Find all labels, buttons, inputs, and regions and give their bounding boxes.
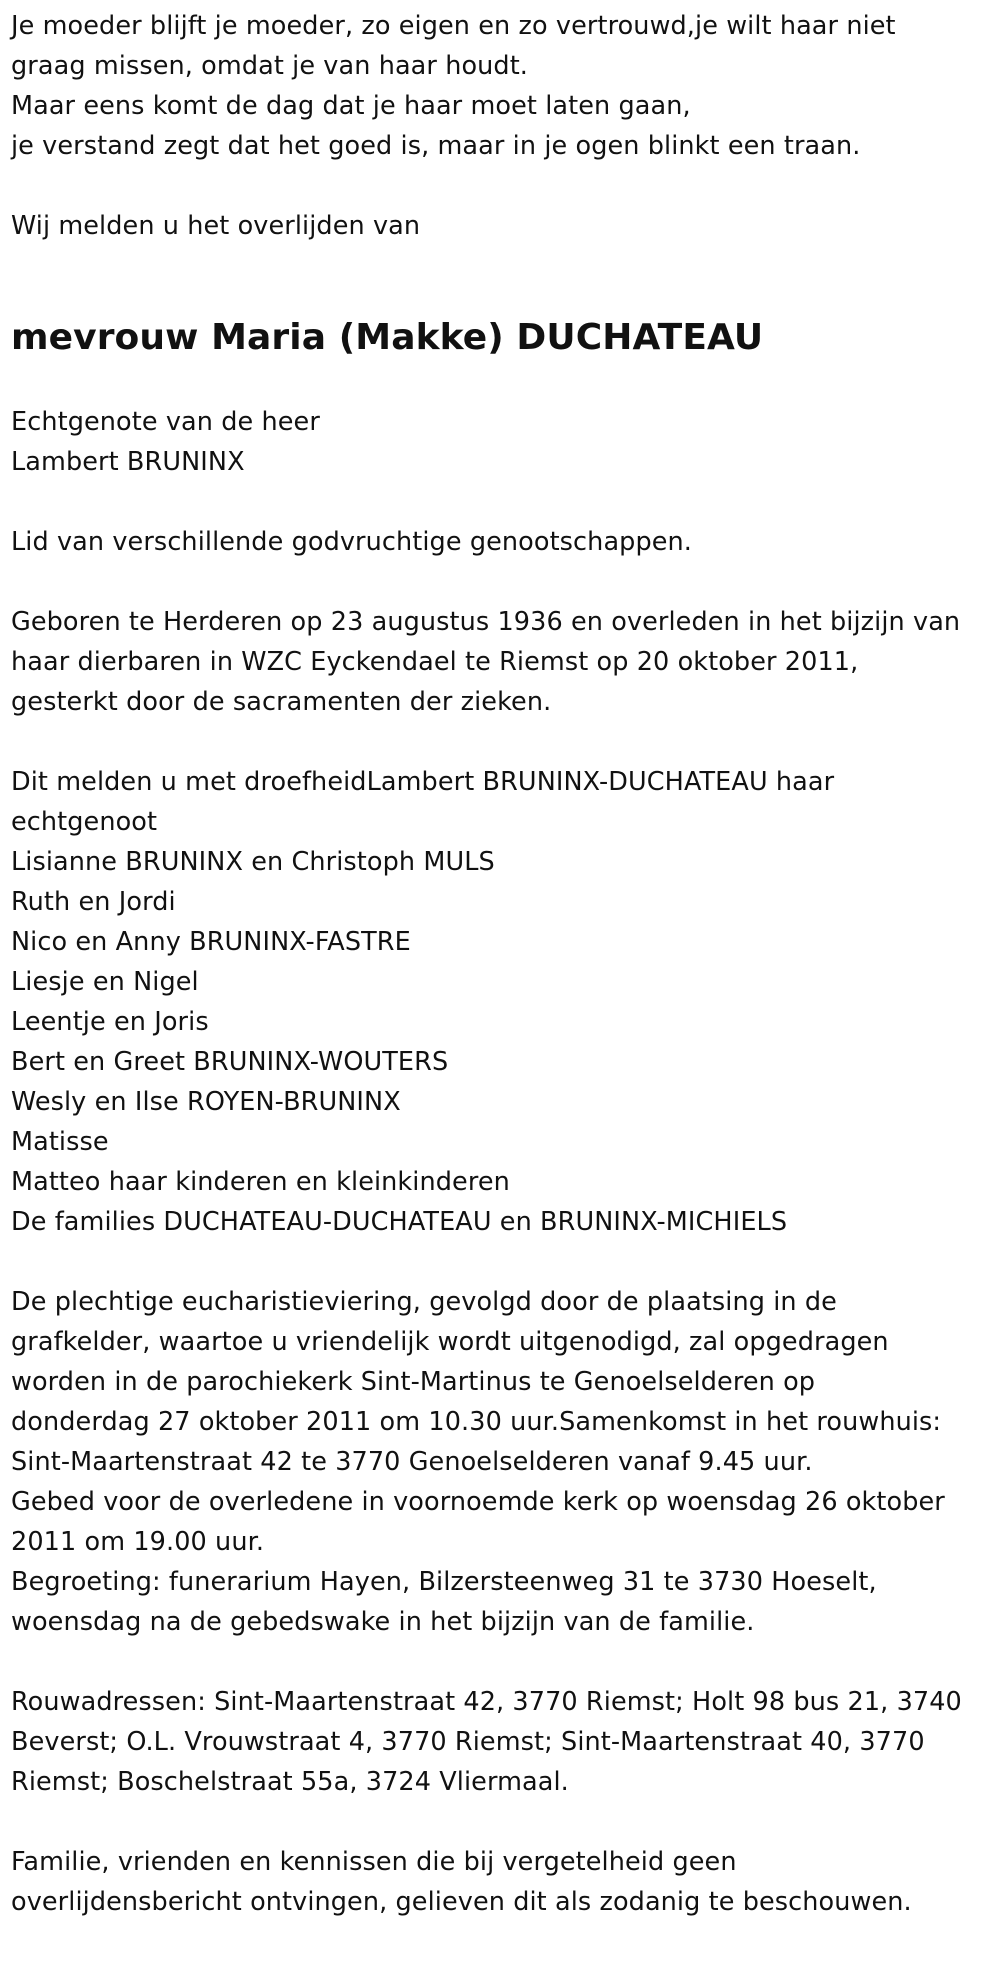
family-line: Wesly en Ilse ROYEN-BRUNINX (11, 1087, 401, 1117)
addresses-block (11, 1682, 1000, 1802)
ceremony-line: grafkelder, waartoe u vriendelijk wordt uitgenodigd, zal opgedragen (11, 1327, 889, 1357)
family-line: Nico en Anny BRUNINX-FASTRE (11, 927, 411, 957)
family-line: De families DUCHATEAU-DUCHATEAU en BRUNINX-MICHIELS (11, 1207, 788, 1237)
family-line: Ruth en Jordi (11, 887, 176, 917)
address-line: Riemst; Boschelstraat 55a, 3724 Vliermaal. (11, 1767, 569, 1797)
ceremony-line: De plechtige eucharistieviering, gevolgd door de plaatsing in de (11, 1287, 837, 1317)
ceremony-line: Gebed voor de overledene in voornoemde kerk op woensdag 26 oktober (11, 1487, 945, 1517)
ceremony-line: worden in de parochiekerk Sint-Martinus te Genoelselderen op (11, 1367, 816, 1397)
spacer (11, 166, 1000, 206)
ceremony-line: donderdag 27 oktober 2011 om 10.30 uur.Samenkomst in het rouwhuis: (11, 1407, 942, 1437)
spacer (11, 1642, 1000, 1682)
poem-line: je verstand zegt dat het goed is, maar in je ogen blinkt een traan. (11, 131, 861, 161)
announcement-text: Wij melden u het overlijden van (11, 211, 421, 241)
poem-block (11, 6, 1000, 166)
spacer (11, 246, 1000, 286)
address-line: Beverst; O.L. Vrouwstraat 4, 3770 Riemst; Sint-Maartenstraat 40, 3770 (11, 1727, 925, 1757)
birth-death-line: Geboren te Herderen op 23 augustus 1936 en overleden in het bijzijn van (11, 607, 961, 637)
ceremony-line: Sint-Maartenstraat 42 te 3770 Genoelselderen vanaf 9.45 uur. (11, 1447, 813, 1477)
closing-line: overlijdensbericht ontvingen, gelieven dit als zodanig te beschouwen. (11, 1887, 912, 1917)
spouse-line: Echtgenote van de heer (11, 407, 320, 437)
spacer (11, 482, 1000, 522)
deceased-name-heading: mevrouw Maria (Makke) DUCHATEAU (11, 317, 764, 358)
family-line: echtgenoot (11, 807, 158, 837)
address-line: Rouwadressen: Sint-Maartenstraat 42, 3770 Riemst; Holt 98 bus 21, 3740 (11, 1687, 962, 1717)
family-line: Liesje en Nigel (11, 967, 199, 997)
closing-block (11, 1842, 1000, 1922)
ceremony-block (11, 1282, 1000, 1642)
family-block (11, 762, 1000, 1242)
birth-death-block (11, 602, 1000, 722)
family-line: Lisianne BRUNINX en Christoph MULS (11, 847, 495, 877)
birth-death-line: haar dierbaren in WZC Eyckendael te Riemst op 20 oktober 2011, (11, 647, 859, 677)
poem-line: graag missen, omdat je van haar houdt. (11, 51, 529, 81)
spouse-line: Lambert BRUNINX (11, 447, 245, 477)
ceremony-line: Begroeting: funerarium Hayen, Bilzersteenweg 31 te 3730 Hoeselt, (11, 1567, 877, 1597)
membership-text: Lid van verschillende godvruchtige genootschappen. (11, 527, 692, 557)
closing-line: Familie, vrienden en kennissen die bij vergetelheid geen (11, 1847, 737, 1877)
poem-line: Maar eens komt de dag dat je haar moet laten gaan, (11, 91, 691, 121)
family-line: Leentje en Joris (11, 1007, 209, 1037)
spacer (11, 722, 1000, 762)
family-line: Dit melden u met droefheidLambert BRUNINX-DUCHATEAU haar (11, 767, 835, 797)
poem-line: Je moeder blijft je moeder, zo eigen en zo vertrouwd,je wilt haar niet (11, 11, 896, 41)
spacer (11, 1802, 1000, 1842)
spacer (11, 1242, 1000, 1282)
ceremony-line: woensdag na de gebedswake in het bijzijn van de familie. (11, 1607, 755, 1637)
family-line: Matisse (11, 1127, 109, 1157)
birth-death-line: gesterkt door de sacramenten der zieken. (11, 687, 552, 717)
spouse-block (11, 402, 1000, 482)
family-line: Bert en Greet BRUNINX-WOUTERS (11, 1047, 449, 1077)
ceremony-line: 2011 om 19.00 uur. (11, 1527, 265, 1557)
spacer (11, 562, 1000, 602)
spacer (11, 362, 1000, 402)
family-line: Matteo haar kinderen en kleinkinderen (11, 1167, 510, 1197)
